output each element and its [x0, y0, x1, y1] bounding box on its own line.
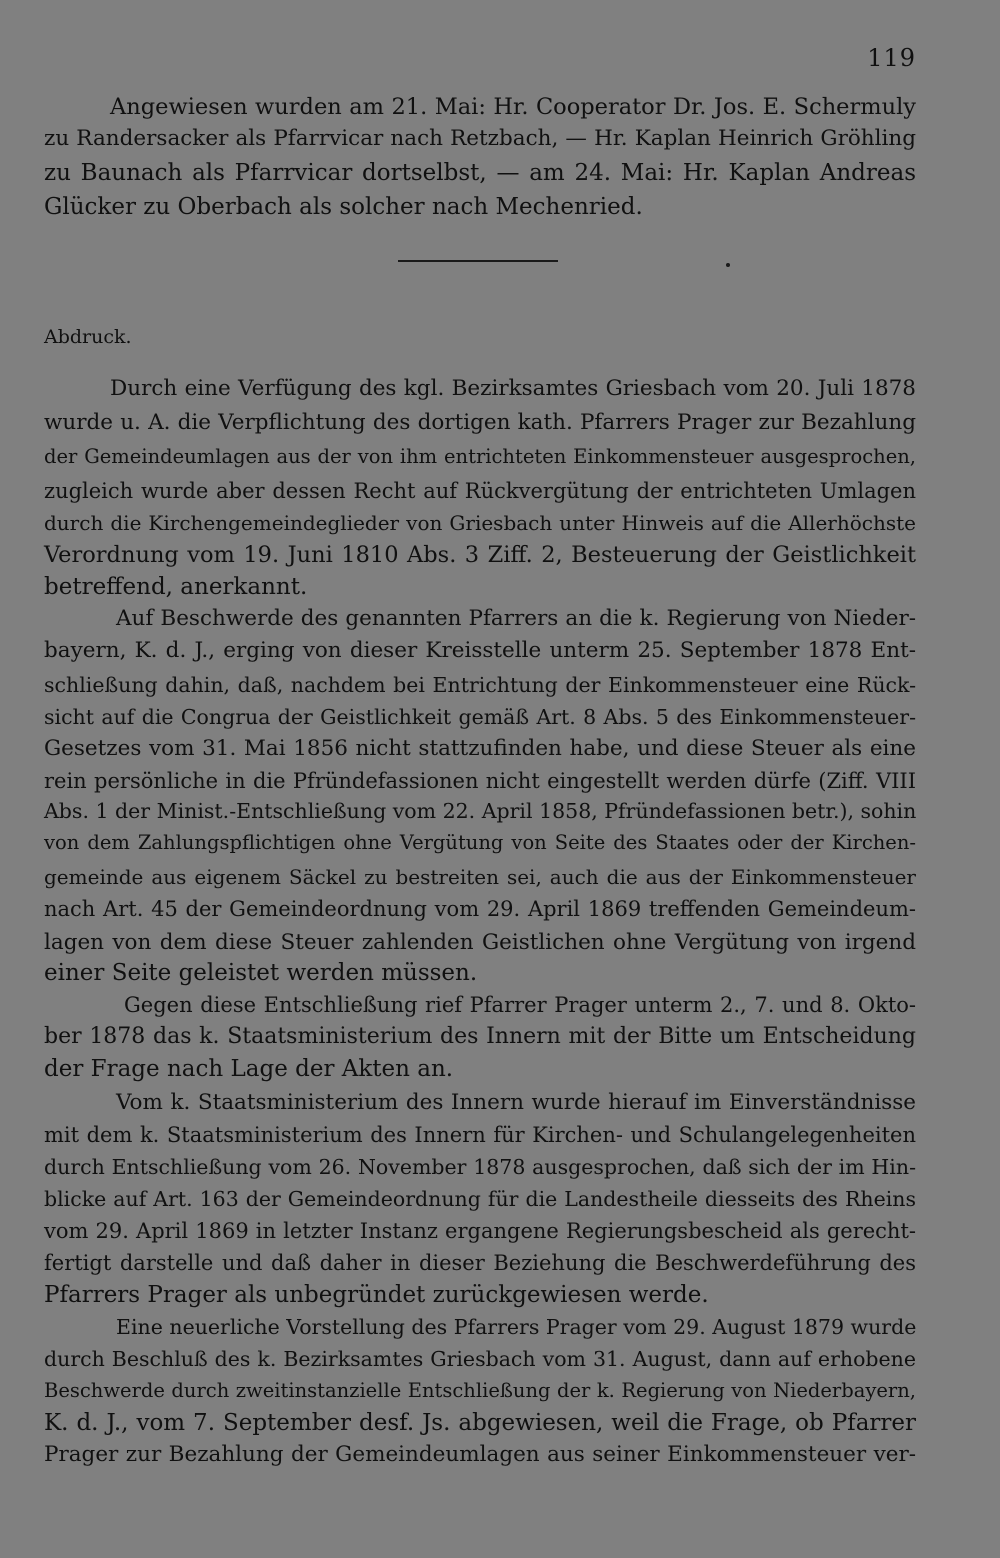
notice-line: zu Randersacker als Pfarrvicar nach Retzbach, — Hr. Kaplan Heinrich Gröhling — [44, 126, 916, 151]
section-divider — [398, 260, 558, 262]
body-line: Abs. 1 der Minist.-Entschließung vom 22. April 1858, Pfründefassionen betr.), sohin — [44, 799, 917, 823]
body-line: durch die Kirchengemeindeglieder von Griesbach unter Hinweis auf die Allerhöchste — [44, 511, 916, 535]
body-line: der Frage nach Lage der Akten an. — [44, 1056, 454, 1082]
body-line: einer Seite geleistet werden müssen. — [44, 960, 478, 986]
body-line: Auf Beschwerde des genannten Pfarrers an die k. Regierung von Nieder- — [116, 606, 916, 631]
notice-line: Angewiesen wurden am 21. Mai: Hr. Cooperator Dr. Jos. E. Schermuly — [110, 94, 916, 120]
body-line: rein persönliche in die Pfründefassionen nicht eingestellt werden dürfe (Ziff. VIII — [44, 769, 916, 793]
body-line: Durch eine Verfügung des kgl. Bezirksamtes Griesbach vom 20. Juli 1878 — [110, 376, 916, 401]
body-line: zugleich wurde aber dessen Recht auf Rückvergütung der entrichteten Umlagen — [44, 479, 916, 503]
section-caption: Abdruck. — [44, 326, 132, 348]
body-line: durch Entschließung vom 26. November 1878 ausgesprochen, daß sich der im Hin- — [44, 1155, 916, 1179]
body-line: Beschwerde durch zweitinstanzielle Entschließung der k. Regierung von Niederbayern, — [44, 1379, 916, 1402]
body-line: betreffend, anerkannt. — [44, 574, 308, 600]
body-line: Prager zur Bezahlung der Gemeindeumlagen aus seiner Einkommensteuer ver- — [44, 1442, 916, 1467]
body-line: nach Art. 45 der Gemeindeordnung vom 29. April 1869 treffenden Gemeindeum- — [44, 897, 916, 921]
body-line: Gesetzes vom 31. Mai 1856 nicht stattzufinden habe, und diese Steuer als eine — [44, 736, 916, 761]
body-line: ber 1878 das k. Staatsministerium des Innern mit der Bitte um Entscheidung — [44, 1024, 916, 1049]
body-line: fertigt darstelle und daß daher in dieser Beziehung die Beschwerdeführung des — [44, 1251, 916, 1275]
stray-dot — [726, 263, 730, 267]
notice-line: zu Baunach als Pfarrvicar dortselbst, — am 24. Mai: Hr. Kaplan Andreas — [44, 160, 916, 186]
body-line: mit dem k. Staatsministerium des Innern für Kirchen- und Schulangelegenheiten — [44, 1123, 916, 1147]
body-line: Vom k. Staatsministerium des Innern wurde hierauf im Einverständnisse — [116, 1090, 916, 1115]
page-number: 119 — [867, 44, 916, 72]
body-line: bayern, K. d. J., erging von dieser Kreisstelle unterm 25. September 1878 Ent- — [44, 638, 916, 663]
body-line: vom 29. April 1869 in letzter Instanz ergangene Regierungsbescheid als gerecht- — [44, 1219, 916, 1243]
body-line: Gegen diese Entschließung rief Pfarrer Prager unterm 2., 7. und 8. Okto- — [124, 993, 916, 1017]
body-line: sicht auf die Congrua der Geistlichkeit gemäß Art. 8 Abs. 5 des Einkommensteuer- — [44, 705, 916, 729]
body-line: von dem Zahlungspflichtigen ohne Vergütung von Seite des Staates oder der Kirchen- — [44, 831, 916, 854]
body-line: Verordnung vom 19. Juni 1810 Abs. 3 Ziff. 2, Besteuerung der Geistlichkeit — [44, 542, 916, 568]
body-line: schließung dahin, daß, nachdem bei Entrichtung der Einkommensteuer eine Rück- — [44, 673, 916, 697]
body-line: durch Beschluß des k. Bezirksamtes Griesbach vom 31. August, dann auf erhobene — [44, 1347, 916, 1371]
body-line: gemeinde aus eigenem Säckel zu bestreiten sei, auch die aus der Einkommensteuer — [44, 865, 916, 889]
body-line: Eine neuerliche Vorstellung des Pfarrers Prager vom 29. August 1879 wurde — [116, 1315, 917, 1339]
body-line: blicke auf Art. 163 der Gemeindeordnung für die Landestheile diesseits des Rheins — [44, 1187, 916, 1211]
body-line: K. d. J., vom 7. September desf. Js. abgewiesen, weil die Frage, ob Pfarrer — [44, 1410, 916, 1436]
body-line: lagen von dem diese Steuer zahlenden Geistlichen ohne Vergütung von irgend — [44, 930, 916, 955]
body-line: Pfarrers Prager als unbegründet zurückgewiesen werde. — [44, 1282, 709, 1308]
body-line: wurde u. A. die Verpflichtung des dortigen kath. Pfarrers Prager zur Bezahlung — [44, 410, 916, 435]
notice-line: Glücker zu Oberbach als solcher nach Mechenried. — [44, 194, 643, 220]
body-line: der Gemeindeumlagen aus der von ihm entrichteten Einkommensteuer ausgesprochen, — [44, 445, 916, 468]
